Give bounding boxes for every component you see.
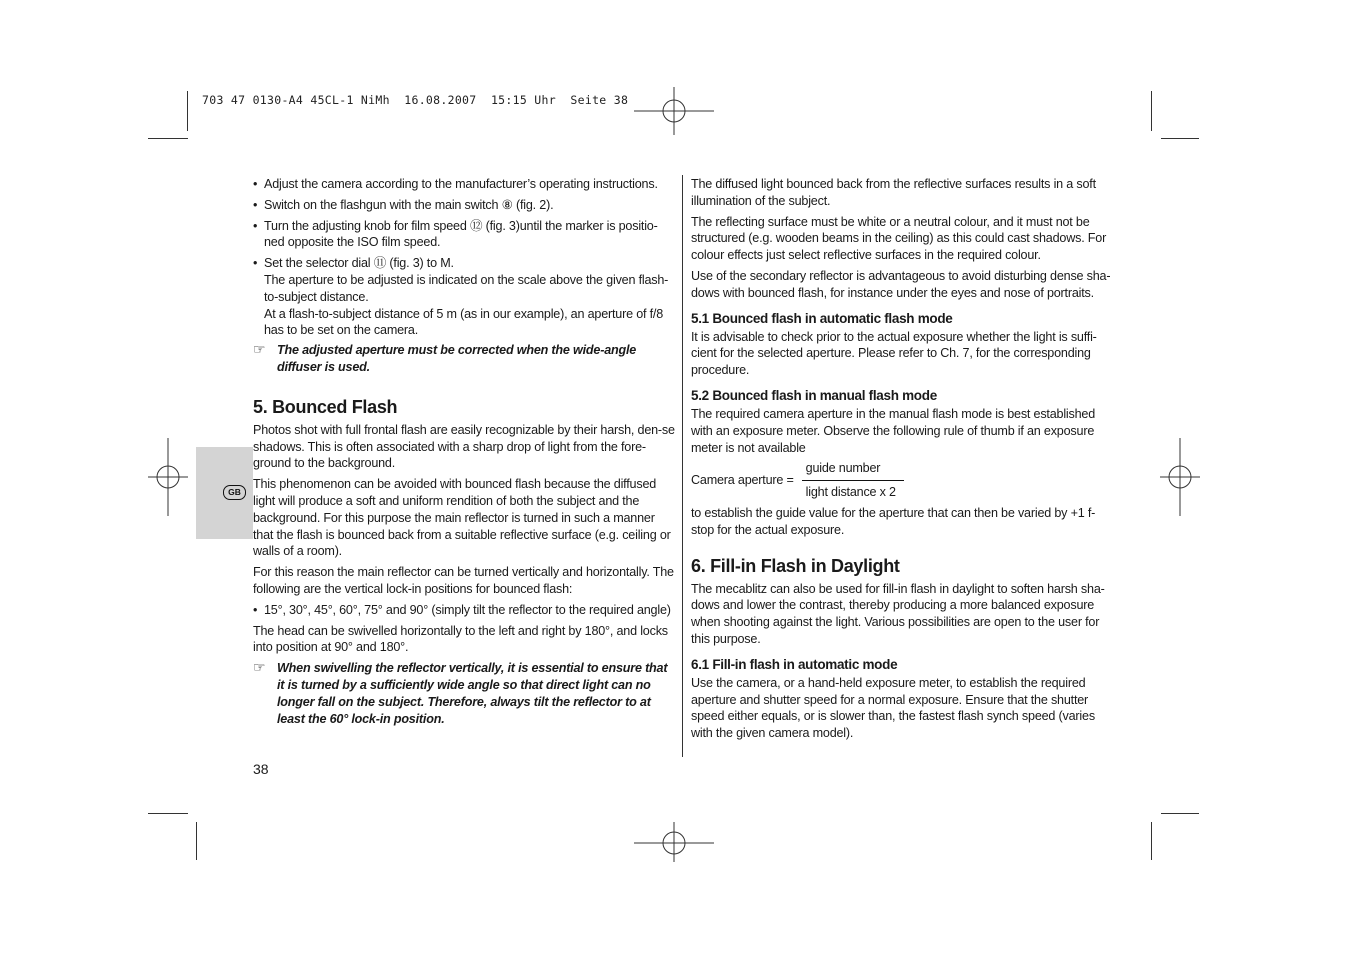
section-heading: 6. Fill-in Flash in Daylight <box>691 555 900 576</box>
subsection-heading: 5.1 Bounced flash in automatic flash mode <box>691 310 953 326</box>
paragraph: The diffused light bounced back from the reflective surfaces results in a soft illumination of the subject. <box>691 177 1096 208</box>
crop-mark <box>1161 138 1199 139</box>
crop-mark <box>196 822 197 860</box>
crop-mark <box>148 813 188 814</box>
list-item: • Turn the adjusting knob for film speed ⑫ (fig. 3)until the marker is positio-ned opposite the ISO film speed. <box>253 218 677 252</box>
paragraph: The head can be swivelled horizontally to the left and right by 180°, and locks into position at 90° and 180°. <box>253 623 668 655</box>
note-text: The adjusted aperture must be corrected when the wide-angle diffuser is used. <box>277 343 637 374</box>
registration-mark-icon <box>634 822 714 862</box>
crop-mark <box>1151 91 1152 131</box>
registration-mark-icon <box>1160 438 1200 516</box>
aperture-formula <box>691 460 1115 501</box>
note <box>253 660 677 727</box>
formula-lhs: Camera aperture = <box>691 473 794 488</box>
section-heading: 5. Bounced Flash <box>253 396 398 417</box>
crop-mark <box>1151 822 1152 860</box>
list-item-subtext: At a flash-to-subject distance of 5 m (as in our example), an aperture of f/8 has to be set on the camera. <box>264 306 664 338</box>
note <box>253 342 677 376</box>
paragraph: It is advisable to check prior to the actual exposure whether the light is suffi-cient for the selected aperture. Please refer to Ch. 7, for the corresponding procedure. <box>691 329 1097 378</box>
paragraph: The mecablitz can also be used for fill-in flash in daylight to soften harsh sha-dows and lower the contrast, thereby producing a more balanced exposure when shooting against the light. Various possibilities are open to the user for this purpose. <box>691 581 1105 646</box>
paragraph: The reflecting surface must be white or a neutral colour, and it must not be structured (e.g. wooden beams in the ceiling) as this could cast shadows. For colour effects just select reflective surfaces in the required colour. <box>691 214 1107 263</box>
paragraph: The required camera aperture in the manual flash mode is best established with an exposure meter. Observe the following rule of thumb if an exposure meter is not available <box>691 406 1096 455</box>
page-number: 38 <box>253 761 269 777</box>
list-item: • Switch on the flashgun with the main switch ⑧ (fig. 2). <box>253 197 677 214</box>
paragraph: to establish the guide value for the aperture that can then be varied by +1 f-stop for the actual exposure. <box>691 505 1096 537</box>
paragraph: Use the camera, or a hand-held exposure meter, to establish the required aperture and shutter speed for a normal exposure. Ensure that the shutter speed either equals, or is slower than, the fastest flash synch speed (varies with the given camera model). <box>691 675 1095 741</box>
note-text: When swivelling the reflector vertically, it is essential to ensure that it is turned by a sufficiently wide angle so that direct light can no longer fall on the subject. Therefore, always tilt the reflector to at least the 60° lock-in position. <box>277 661 668 726</box>
subsection-heading: 6.1 Fill-in flash in automatic mode <box>691 656 898 672</box>
pointing-hand-icon: ☞ <box>253 659 266 676</box>
list-item: • Adjust the camera according to the manufacturer’s operating instructions. <box>253 176 677 193</box>
subsection-heading: 5.2 Bounced flash in manual flash mode <box>691 387 937 403</box>
formula-fraction <box>802 460 904 501</box>
language-badge: GB <box>223 485 246 500</box>
paragraph: For this reason the main reflector can be turned vertically and horizontally. The following are the vertical lock-in positions for bounced flash: <box>253 565 674 596</box>
list-item <box>253 255 677 339</box>
paragraph: Use of the secondary reflector is advantageous to avoid disturbing dense sha-dows with bounced flash, for instance under the eyes and nose of portraits. <box>691 268 1111 300</box>
paragraph: Photos shot with full frontal flash are easily recognizable by their harsh, den-se shadows. This is often associated with a sharp drop of light from the fore-ground to the background. <box>253 422 675 471</box>
crop-mark <box>1161 813 1199 814</box>
crop-mark <box>187 91 188 131</box>
right-column <box>691 176 1115 746</box>
list-item-subtext: The aperture to be adjusted is indicated on the scale above the given flash-to-subject distance. <box>264 272 669 304</box>
left-column <box>253 176 677 731</box>
print-slug: 703 47 0130-A4 45CL-1 NiMh 16.08.2007 15:15 Uhr Seite 38 <box>202 93 629 107</box>
registration-mark-icon <box>634 87 714 135</box>
paragraph: This phenomenon can be avoided with bounced flash because the diffused light will produce a soft and uniform rendition of both the subject and the background. For this purpose the main reflector is turned in such a manner that the flash is bounced back from a suitable reflective surface (e.g. ceiling or walls of a room). <box>253 477 671 559</box>
formula-denominator: light distance x 2 <box>805 485 896 500</box>
formula-numerator: guide number <box>802 460 904 481</box>
column-divider <box>682 175 683 757</box>
list-item-text: Set the selector dial ⑪ (fig. 3) to M. <box>264 256 454 271</box>
list-item: • 15°, 30°, 45°, 60°, 75° and 90° (simply tilt the reflector to the required angle) <box>253 602 677 619</box>
registration-mark-icon <box>148 438 188 516</box>
pointing-hand-icon: ☞ <box>253 341 266 358</box>
crop-mark <box>148 138 188 139</box>
